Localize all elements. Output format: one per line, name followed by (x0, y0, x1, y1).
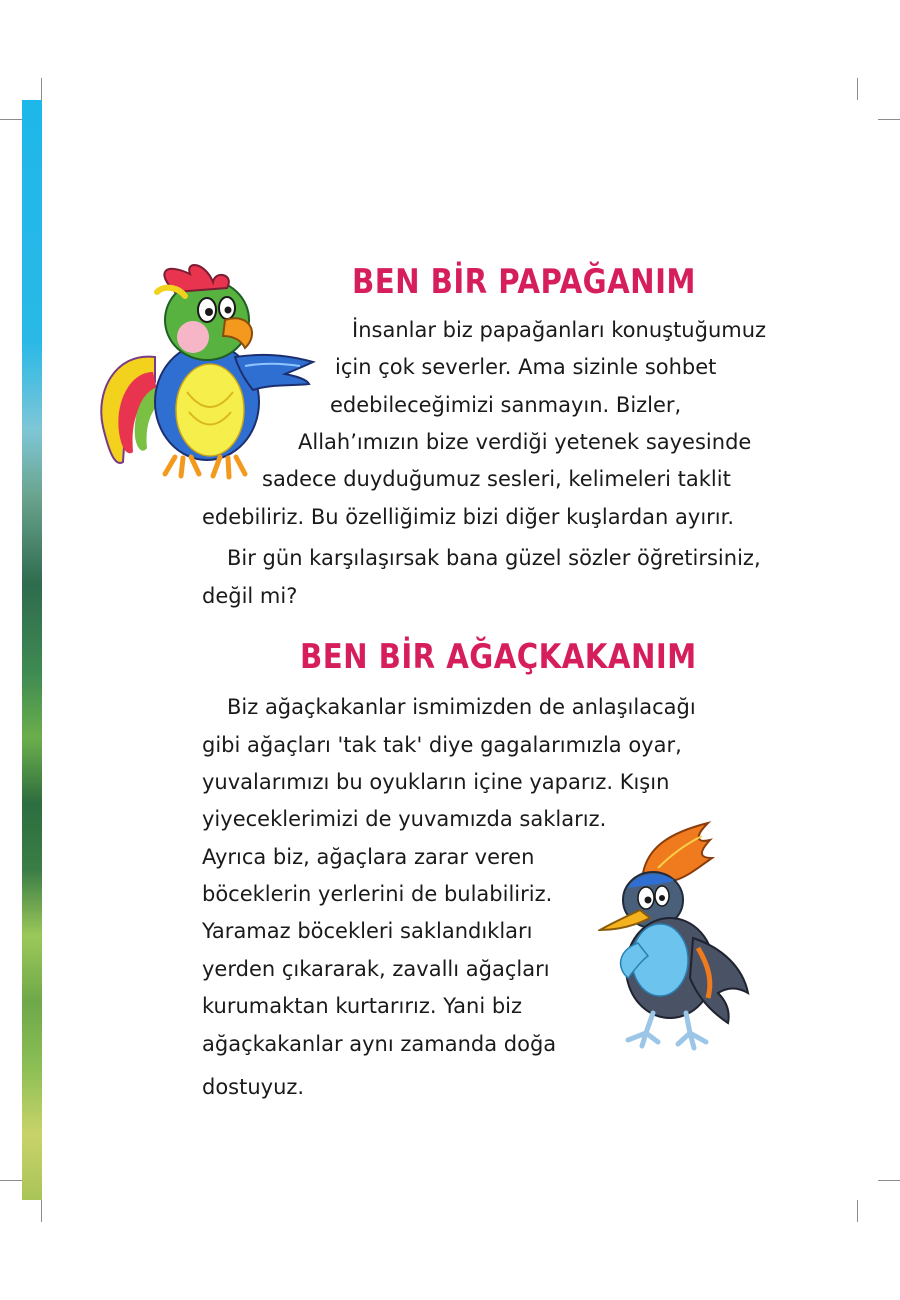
crop-mark (41, 78, 42, 100)
crop-mark (878, 119, 900, 120)
paragraph-line: için çok severler. Ama sizinle sohbet (335, 355, 717, 379)
paragraph-line: edebileceğimizi sanmayın. Bizler, (330, 393, 682, 417)
paragraph-line: dostuyuz. (202, 1075, 305, 1099)
crop-mark (0, 119, 22, 120)
crop-mark (41, 1200, 42, 1222)
paragraph-line: İnsanlar biz papağanları konuştuğumuz (352, 318, 767, 342)
paragraph-line: ağaçkakanlar aynı zamanda doğa (202, 1032, 557, 1056)
paragraph-line: Bir gün karşılaşırsak bana güzel sözler öğretirsiniz, (227, 546, 761, 570)
paragraph-line: yiyeceklerimizi de yuvamızda saklarız. (202, 807, 607, 831)
parrot-illustration (95, 262, 320, 487)
paragraph-line: Allah’ımızın bize verdiği yetenek sayesinde (298, 430, 752, 454)
crop-mark (878, 1180, 900, 1181)
paragraph-line: değil mi? (202, 584, 298, 608)
crop-mark (857, 78, 858, 100)
paragraph-line: Biz ağaçkakanlar ismimizden de anlaşılacağı (227, 695, 696, 719)
paragraph-line: yerden çıkararak, zavallı ağaçları (202, 957, 550, 981)
section-title-woodpecker: BEN BİR AĞAÇKAKANIM (300, 637, 697, 677)
paragraph-line: böceklerin yerlerini de bulabiliriz. (202, 882, 553, 906)
crop-mark (857, 1200, 858, 1222)
paragraph-line: sadece duyduğumuz sesleri, kelimeleri taklit (262, 467, 731, 491)
paragraph-line: edebiliriz. Bu özelliğimiz bizi diğer kuşlardan ayırır. (202, 505, 735, 529)
paragraph-line: yuvalarımızı bu oyukların içine yaparız. Kışın (202, 770, 670, 794)
section-title-parrot: BEN BİR PAPAĞANIM (352, 262, 696, 302)
crop-mark (0, 1180, 22, 1181)
paragraph-line: kurumaktan kurtarırız. Yani biz (202, 994, 523, 1018)
woodpecker-illustration (598, 818, 753, 1053)
paragraph-line: Ayrıca biz, ağaçlara zarar veren (202, 845, 535, 869)
side-decoration-strip (22, 100, 42, 1200)
paragraph-line: gibi ağaçları 'tak tak' diye gagalarımızla oyar, (202, 733, 682, 757)
paragraph-line: Yaramaz böcekleri saklandıkları (202, 919, 533, 943)
